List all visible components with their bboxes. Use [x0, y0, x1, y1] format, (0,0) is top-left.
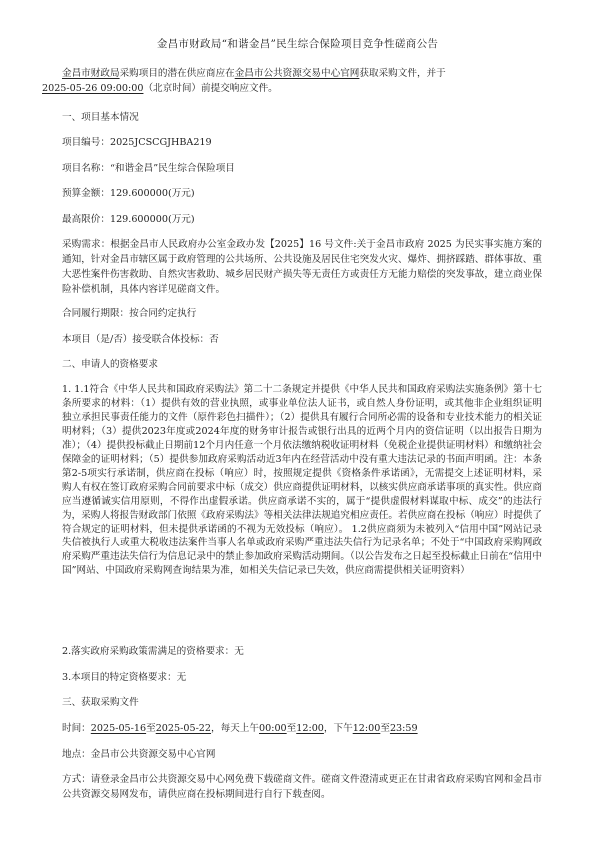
daily-text: ，每天上午 — [211, 723, 259, 734]
acquisition-location: 地点：金昌市公共资源交易中心官网 — [62, 749, 216, 760]
time-label: 时间： — [62, 723, 91, 734]
intro-text-1: 采购项目的潜在供应商应在 — [119, 68, 235, 79]
max-price: 最高限价：129.600000(万元) — [62, 214, 195, 225]
section-2-heading: 二、申请人的资格要求 — [62, 359, 158, 370]
project-name: 项目名称：“和谐金昌”民生综合保险项目 — [62, 163, 235, 174]
budget-amount: 预算金额：129.600000(万元) — [62, 188, 195, 199]
qualification-requirement-3: 3.本项目的特定资格要求：无 — [62, 672, 187, 683]
date-to: 2025-05-22 — [155, 723, 212, 734]
to-text-2: 至 — [286, 723, 297, 734]
intro-text-2: 获取采购文件，并于 — [359, 68, 446, 79]
source-site-link[interactable]: 金昌市公共资源交易中心官网 — [234, 68, 360, 79]
am-start: 00:00 — [259, 723, 287, 734]
project-number: 项目编号：2025JCSCGJHBA219 — [62, 137, 212, 148]
pm-start: 12:00 — [352, 723, 381, 734]
contract-period: 合同履行期限：按合同约定执行 — [62, 308, 197, 319]
am-end: 12:00 — [296, 723, 324, 734]
acquisition-method-text: 方式：请登录金昌市公共资源交易中心网免费下载磋商文件。磋商文件澄清或更正在甘肃省政府采购官网和金昌市公共资源交易网发布，请供应商在投标期间进行自行下载查阅。 — [62, 774, 542, 800]
section-3-heading: 三、获取采购文件 — [62, 697, 139, 708]
announcement-title: 金昌市财政局“和谐金昌”民生综合保险项目竞争性磋商公告 — [156, 38, 439, 50]
submission-deadline: 2025-05-26 09:00:00 — [42, 83, 144, 94]
to-text-1: 至 — [146, 723, 156, 734]
intro-paragraph — [42, 66, 542, 96]
qualification-requirement-2: 2.落实政府采购政策需满足的资格要求：无 — [62, 646, 244, 657]
qualification-requirement-1-text: 1. 1.1符合《中华人民共和国政府采购法》第二十二条规定并提供《中华人民共和国政府采购法实施条例》第十七条所要求的材料：（1）提供有效的营业执照，或事业单位法人证书，或自然人身份证明，或其他非企业组织证明独立承担民事责任能力的文件（原件彩色扫描件）；（2）提供具有履行合同所必需的设备和专业技术能力的相关证明材料；（3）提供2023年度或2024年度的财务审计报告或银行出具的近两个月内的资信证明（以出报告日期为准）；（4）提供投标截止日期前12个月内任意一个月依法缴纳税收证明材料（免税企业提供证明材料）和缴纳社会保障金的证明材料；（5）提供参加政府采购活动近3年内在经营活动中没有重大违法记录的书面声明函。注：本条第2-5项实行承诺制，供应商在投标（响应）时，按照规定提供《资格条件承诺函》，无需提交上述证明材料，采购人有权在签订政府采购合同前要求中标（成交）供应商提供证明材料，以核实供应商承诺事项的真实性。供应商应当遵循诚实信用原则，不得作出虚假承诺。供应商承诺不实的，属于“提供虚假材料谋取中标、成交”的违法行为，采购人将报告财政部门依照《政府采购法》等相关法律法规追究相应责任。若供应商在投标（响应）时提供了符合规定的证明材料，但未提供承诺函的不视为无效投标（响应）。 1.2供应商须为未被列入“信用中国”网站记录失信被执行人或重大税收违法案件当事人名单或政府采购严重违法失信行为记录名单；不处于“中国政府采购网政府采购严重违法失信行为信息记录中的禁止参加政府采购活动期间。（以公告发布之日起至投标截止日前在“信用中国”网站、中国政府采购网查询结果为准，如相关失信记录已失效，供应商需提供相关证明资料） — [62, 384, 542, 577]
section-1-heading: 一、项目基本情况 — [62, 112, 139, 123]
consortium-acceptance: 本项目（是/否）接受联合体投标：否 — [62, 334, 219, 345]
qualification-requirement-1 — [62, 383, 542, 578]
procurement-demand-text: 采购需求：根据金昌市人民政府办公室金政办发【2025】16 号文件:关于金昌市政府 2025 为民实事实施方案的通知，针对金昌市辖区属于政府管理的公共场所、公共设施及居民住宅突发火灾、爆炸、拥挤踩踏、群体事故、重大恶性案件伤害救助、自然灾害救助、城乡居民财产损失等无责任方或责任方无能力赔偿的突发事故，建立商业保险补偿机制，具体内容详见磋商文件。 — [62, 239, 542, 295]
intro-text-3: （北京时间）前提交响应文件。 — [143, 83, 278, 94]
agency-name: 金昌市财政局 — [62, 68, 120, 79]
acquisition-time — [62, 721, 542, 736]
pm-text: ，下午 — [323, 723, 353, 734]
acquisition-method — [62, 772, 542, 802]
procurement-demand — [62, 237, 542, 297]
to-text-3: 至 — [380, 723, 390, 734]
pm-end: 23:59 — [389, 723, 418, 734]
date-from: 2025-05-16 — [90, 723, 147, 734]
